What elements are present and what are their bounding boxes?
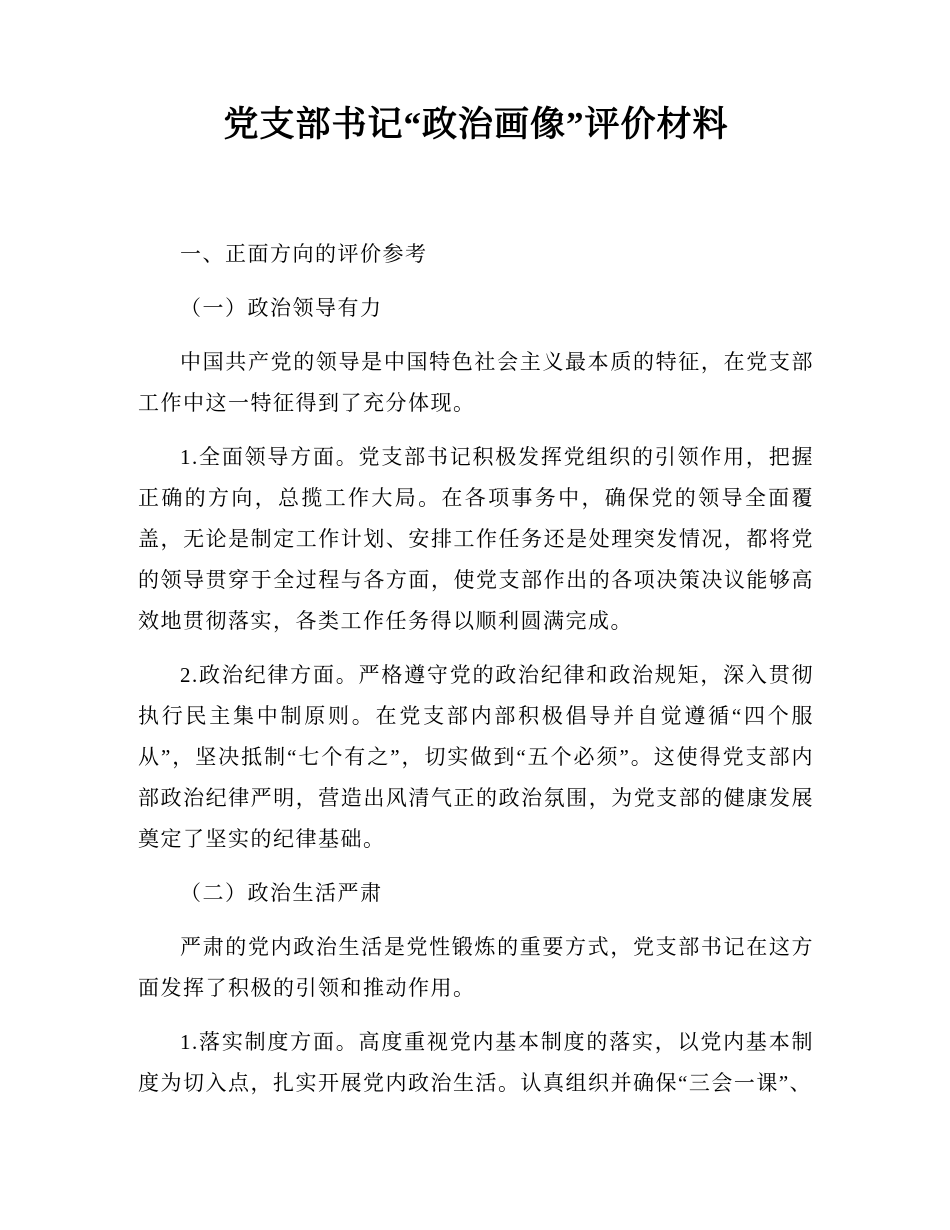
subsection-heading-political-leadership: （一）政治领导有力 [180, 296, 383, 320]
subsection-heading-political-life: （二）政治生活严肃 [180, 881, 383, 905]
document-title: 党支部书记“政治画像”评价材料 [223, 105, 729, 144]
paragraph-overall-leadership: 1.全面领导方面。党支部书记积极发挥党组织的引领作用，把握正确的方向，总揽工作大局。在各项事务中，确保党的领导全面覆盖，无论是制定工作计划、安排工作任务还是处理突发情况，都将党的领导贯穿于全过程与各方面，使党支部作出的各项决策决议能够高效地贯彻落实，各类工作任务得以顺利圆满完成。 [138, 445, 814, 633]
paragraph-implement-system: 1.落实制度方面。高度重视党内基本制度的落实，以党内基本制度为切入点，扎实开展党内政治生活。认真组织并确保“三会一课”、 [138, 1030, 814, 1095]
paragraph-political-life-intro: 严肃的党内政治生活是党性锻炼的重要方式，党支部书记在这方面发挥了积极的引领和推动作用。 [138, 935, 814, 1000]
section-heading-positive-direction: 一、正面方向的评价参考 [180, 242, 428, 266]
paragraph-leadership-intro: 中国共产党的领导是中国特色社会主义最本质的特征，在党支部工作中这一特征得到了充分体现。 [138, 350, 814, 415]
paragraph-political-discipline: 2.政治纪律方面。严格遵守党的政治纪律和政治规矩，深入贯彻执行民主集中制原则。在党支部内部积极倡导并自觉遵循“四个服从”，坚决抵制“七个有之”，切实做到“五个必须”。这使得党支部内部政治纪律严明，营造出风清气正的政治氛围，为党支部的健康发展奠定了坚实的纪律基础。 [138, 663, 814, 851]
